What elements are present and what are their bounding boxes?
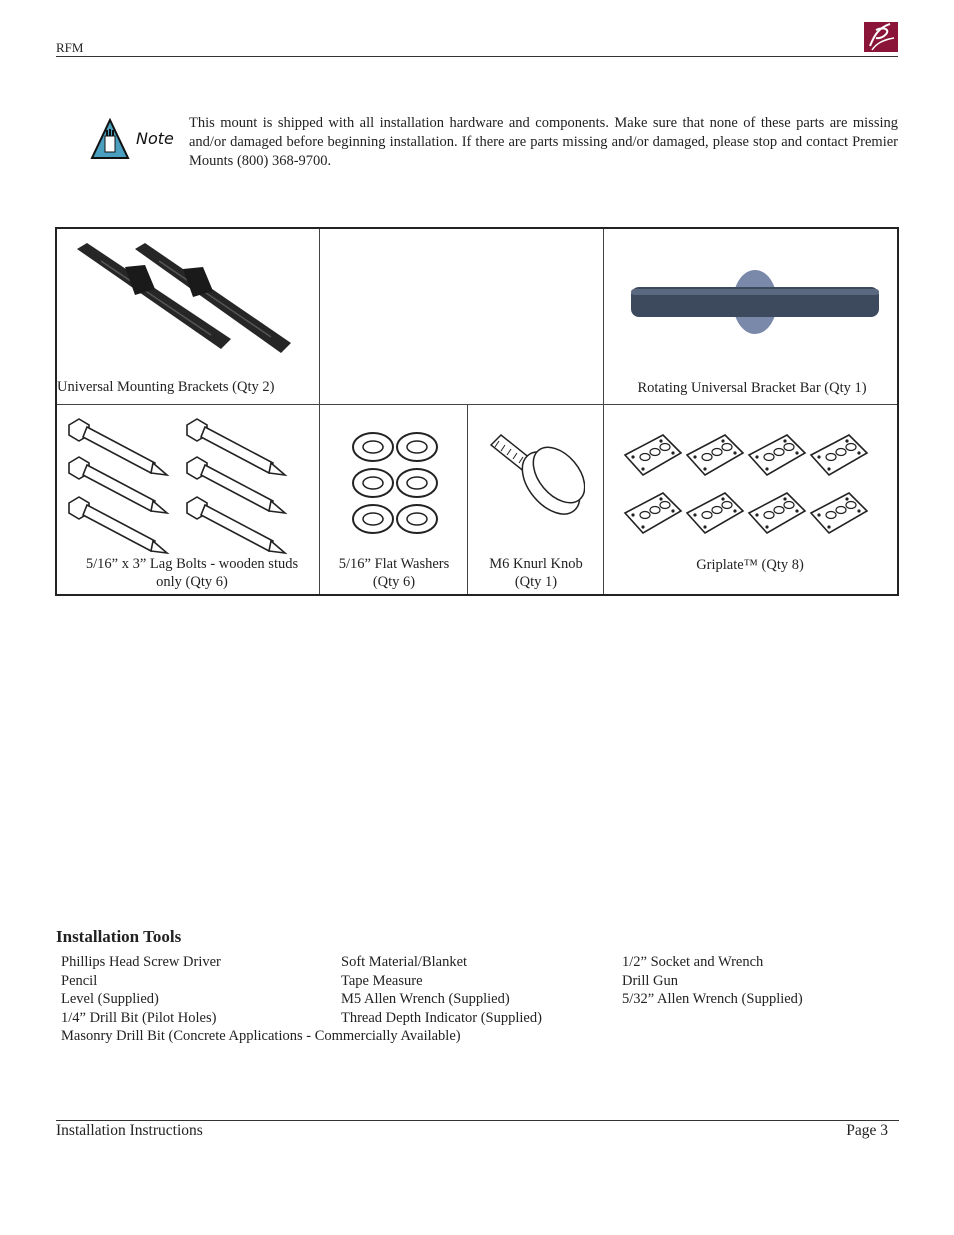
note-label: Note — [136, 129, 174, 148]
tool-item: Pencil — [61, 972, 98, 989]
flat-washers-image — [351, 431, 441, 541]
parts-table — [55, 227, 899, 596]
lag-bolts-image — [65, 415, 305, 555]
tool-item: 5/32” Allen Wrench (Supplied) — [622, 991, 803, 1007]
table-divider — [319, 229, 320, 594]
flat-washers-caption — [319, 555, 469, 591]
note-text: This mount is shipped with all installation hardware and components. Make sure that none of these parts are missing and/or damaged before beginning installation. If there are parts missing and/or damaged, please stop and contact Premier Mounts (800) 368-9700. — [189, 115, 898, 169]
tool-item: M5 Allen Wrench (Supplied) — [341, 991, 510, 1007]
tool-item: Tape Measure — [341, 972, 423, 989]
header-label: RFM — [56, 40, 84, 55]
tool-item: Soft Material/Blanket — [341, 954, 468, 970]
brackets-caption: Universal Mounting Brackets (Qty 2) — [57, 379, 275, 395]
footer-rule — [56, 1120, 899, 1121]
flat-washers-caption-line1: 5/16” Flat Washers — [338, 556, 450, 572]
knurl-knob-caption — [467, 555, 605, 591]
lag-bolts-caption — [67, 555, 317, 591]
tool-item: Level (Supplied) — [61, 991, 159, 1007]
flat-washers-caption-line2: (Qty 6) — [372, 574, 416, 590]
tools-column-3 — [622, 953, 892, 1009]
footer-title: Installation Instructions — [56, 1122, 203, 1139]
tool-item: 1/2” Socket and Wrench — [622, 954, 764, 970]
note-hand-icon — [90, 118, 130, 160]
tools-title: Installation Tools — [56, 927, 182, 946]
tool-item: 1/4” Drill Bit (Pilot Holes) — [61, 1009, 217, 1026]
page-number: Page 3 — [846, 1122, 888, 1139]
bar-caption: Rotating Universal Bracket Bar (Qty 1) — [637, 380, 867, 396]
lag-bolts-caption-line2: only (Qty 6) — [156, 574, 228, 590]
griplate-caption: Griplate™ (Qty 8) — [696, 557, 804, 573]
table-divider — [603, 229, 604, 594]
mounting-brackets-image — [71, 239, 301, 359]
table-divider — [57, 404, 897, 405]
knurl-knob-caption-line1: M6 Knurl Knob — [489, 556, 583, 572]
tool-item: Masonry Drill Bit (Concrete Applications - Commercially Available) — [61, 1028, 461, 1044]
knurl-knob-caption-line2: (Qty 1) — [514, 574, 558, 590]
tool-item: Thread Depth Indicator (Supplied) — [341, 1009, 542, 1026]
knurl-knob-image — [485, 429, 585, 529]
lag-bolts-caption-line1: 5/16” x 3” Lag Bolts - wooden studs — [85, 556, 299, 572]
tool-item: Phillips Head Screw Driver — [61, 954, 221, 970]
tools-column-2 — [341, 953, 601, 1027]
griplate-image — [623, 431, 871, 547]
header-rule — [56, 56, 898, 57]
premier-logo-icon — [864, 18, 898, 52]
bracket-bar-image — [627, 267, 883, 337]
tool-item: Drill Gun — [622, 972, 678, 989]
